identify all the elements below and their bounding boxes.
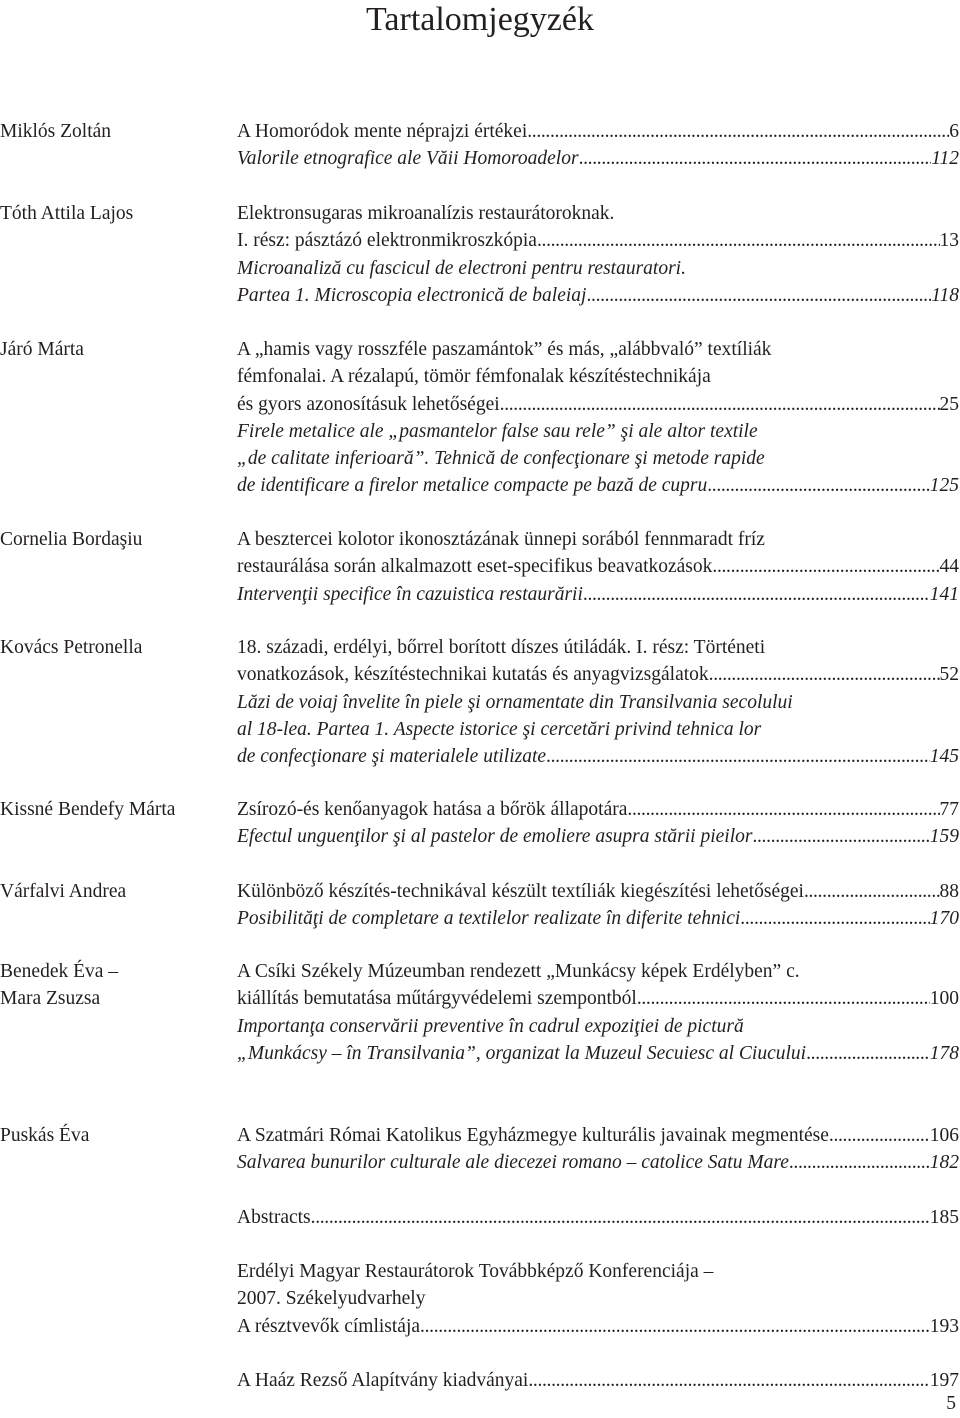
title-text: A Homoródok mente néprajzi értékei	[237, 121, 528, 142]
title-line	[237, 391, 959, 418]
toc-article-title	[237, 1204, 959, 1231]
author-name-line: Járó Márta	[0, 339, 84, 360]
page-reference: 178	[929, 1042, 959, 1064]
page-reference: 141	[929, 583, 959, 605]
toc-article-title	[237, 118, 959, 173]
toc-author	[0, 118, 230, 145]
title-text: al 18-lea. Partea 1. Aspecte istorice şi cercetări privind tehnica lor	[237, 718, 762, 740]
page-reference: 125	[929, 475, 959, 497]
title-text: Partea 1. Microscopia electronică de baleiaj	[237, 284, 587, 306]
author-name-line: Miklós Zoltán	[0, 121, 112, 142]
title-line	[237, 227, 959, 254]
page-reference: 6	[949, 121, 959, 142]
author-name-line: Benedek Éva –	[0, 961, 119, 982]
title-text: és gyors azonosításuk lehetőségei	[237, 393, 500, 415]
title-text: Különböző készítés-technikával készült textíliák kiegészítési lehetőségei	[237, 881, 804, 902]
page-reference: 185	[929, 1207, 959, 1228]
toc-author	[0, 958, 230, 1013]
title-line	[237, 1258, 959, 1285]
page-reference: 170	[929, 908, 959, 930]
toc-author	[0, 796, 230, 823]
toc-author	[0, 200, 230, 227]
dot-leader	[804, 878, 940, 905]
title-line-romanian	[237, 445, 959, 472]
toc-article-title	[237, 796, 959, 851]
page-reference: 182	[929, 1152, 959, 1174]
title-text: Importanţa conservării preventive în cadrul expoziţiei de pictură	[237, 1015, 744, 1037]
title-text: 2007. Székelyudvarhely	[237, 1288, 426, 1310]
title-text: Erdélyi Magyar Restaurátorok Továbbképző Konferenciája –	[237, 1261, 714, 1282]
author-name-line: Kissné Bendefy Márta	[0, 799, 176, 820]
page-reference: 106	[929, 1125, 959, 1146]
title-line	[237, 1122, 959, 1149]
title-line-romanian	[237, 581, 959, 608]
toc-article-title	[237, 958, 959, 1067]
dot-leader	[806, 1040, 930, 1067]
title-text: A Haáz Rezső Alapítvány kiadványai	[237, 1370, 529, 1391]
page-reference: 88	[939, 881, 959, 902]
title-line	[237, 1204, 959, 1231]
toc-article-title	[237, 336, 959, 500]
title-line-romanian	[237, 282, 959, 309]
page-reference: 13	[939, 230, 959, 252]
page-reference: 159	[929, 826, 959, 848]
title-text: vonatkozások, készítéstechnikai kutatás és anyagvizsgálatok	[237, 664, 709, 686]
page-number: 5	[946, 1393, 956, 1414]
dot-leader	[707, 472, 930, 499]
title-line	[237, 661, 959, 688]
toc-article-title	[237, 1367, 959, 1394]
author-name-line: Tóth Attila Lajos	[0, 203, 134, 224]
toc-article-title	[237, 526, 959, 608]
author-name-line: Kovács Petronella	[0, 637, 143, 658]
title-text: Lăzi de voiaj învelite în piele şi ornamentate din Transilvania secolului	[237, 691, 793, 713]
title-line	[237, 336, 959, 363]
title-text: „Munkácsy – în Transilvania”, organizat la Muzeul Secuiesc al Ciucului	[237, 1042, 807, 1064]
title-text: „de calitate inferioară”. Tehnică de confecţionare şi metode rapide	[237, 448, 765, 470]
author-name-line: Cornelia Bordaşiu	[0, 529, 143, 550]
page-reference: 100	[929, 988, 959, 1010]
title-text: kiállítás bemutatása műtárgyvédelemi szempontból	[237, 988, 637, 1010]
page-title: Tartalomjegyzék	[366, 1, 594, 38]
page-reference: 197	[929, 1370, 959, 1391]
page-reference: 52	[939, 664, 959, 686]
title-line-romanian	[237, 145, 959, 172]
title-line-romanian	[237, 1013, 959, 1040]
author-name-line: Várfalvi Andrea	[0, 881, 127, 902]
title-line	[237, 634, 959, 661]
dot-leader	[537, 227, 940, 254]
dot-leader	[528, 1367, 929, 1394]
title-text: Valorile etnografice ale Văii Homoroadelor	[237, 148, 579, 170]
title-line	[237, 1313, 959, 1340]
toc-author	[0, 878, 230, 905]
title-line	[237, 1285, 959, 1312]
page-reference: 112	[931, 148, 959, 170]
title-text: A résztvevők címlistája	[237, 1315, 421, 1337]
dot-leader	[500, 391, 940, 418]
page-reference: 44	[939, 556, 959, 578]
title-line-romanian	[237, 823, 959, 850]
toc-author	[0, 1122, 230, 1149]
title-line	[237, 363, 959, 390]
dot-leader	[311, 1204, 930, 1231]
dot-leader	[752, 823, 929, 850]
title-text: Elektronsugaras mikroanalízis restaurátoroknak.	[237, 203, 615, 224]
dot-leader	[789, 1149, 930, 1176]
title-text: A besztercei kolotor ikonosztázának ünnepi sorából fennmaradt fríz	[237, 529, 765, 550]
title-line	[237, 553, 959, 580]
title-text: Abstracts	[237, 1207, 311, 1228]
title-text: 18. századi, erdélyi, bőrrel borított díszes útiládák. I. rész: Történeti	[237, 637, 766, 658]
title-line	[237, 985, 959, 1012]
dot-leader	[637, 985, 930, 1012]
dot-leader	[583, 581, 930, 608]
toc-author	[0, 634, 230, 661]
toc-article-title	[237, 634, 959, 770]
dot-leader	[829, 1122, 930, 1149]
title-text: A Szatmári Római Katolikus Egyházmegye kulturális javainak megmentése	[237, 1125, 829, 1146]
title-line-romanian	[237, 743, 959, 770]
page-reference: 77	[939, 799, 959, 820]
dot-leader	[546, 743, 930, 770]
title-text: A Csíki Székely Múzeumban rendezett „Munkácsy képek Erdélyben” c.	[237, 961, 800, 982]
title-text: Intervenţii specifice în cazuistica restaurării	[237, 583, 583, 605]
title-text: fémfonalai. A rézalapú, tömör fémfonalak készítéstechnikája	[237, 366, 711, 388]
title-line	[237, 118, 959, 145]
page-reference: 145	[929, 746, 959, 768]
dot-leader	[740, 905, 929, 932]
toc-article-title	[237, 200, 959, 309]
toc-article-title	[237, 878, 959, 933]
toc-article-title	[237, 1258, 959, 1340]
page-reference: 193	[929, 1315, 959, 1337]
author-name-line: Mara Zsuzsa	[0, 988, 101, 1010]
dot-leader	[627, 796, 939, 823]
title-text: I. rész: pásztázó elektronmikroszkópia	[237, 230, 537, 252]
title-line	[237, 1367, 959, 1394]
title-text: Salvarea bunurilor culturale ale diecezei romano – catolice Satu Mare	[237, 1152, 789, 1174]
title-line	[237, 796, 959, 823]
page-reference: 118	[931, 284, 959, 306]
title-text: de confecţionare şi materialele utilizate	[237, 746, 547, 768]
title-line-romanian	[237, 255, 959, 282]
title-text: restaurálása során alkalmazott eset-specifikus beavatkozások	[237, 556, 713, 578]
title-line	[237, 878, 959, 905]
toc-article-title	[237, 1122, 959, 1177]
dot-leader	[579, 145, 932, 172]
title-line	[237, 958, 959, 985]
title-text: Microanaliză cu fascicul de electroni pentru restauratori.	[237, 257, 686, 279]
title-text: Efectul unguenţilor şi al pastelor de emoliere asupra stării pieilor	[237, 826, 753, 848]
title-text: Posibilităţi de completare a textilelor realizate în diferite tehnici	[237, 908, 741, 930]
dot-leader	[420, 1313, 930, 1340]
title-line-romanian	[237, 716, 959, 743]
dot-leader	[527, 118, 949, 145]
title-text: Zsírozó-és kenőanyagok hatása a bőrök állapotára	[237, 799, 628, 820]
title-line-romanian	[237, 472, 959, 499]
title-line	[237, 200, 959, 227]
title-text: de identificare a firelor metalice compacte pe bază de cupru	[237, 475, 708, 497]
title-line-romanian	[237, 689, 959, 716]
title-text: A „hamis vagy rosszféle paszamántok” és más, „alábbvaló” textíliák	[237, 339, 772, 360]
toc-author	[0, 336, 230, 363]
title-line	[237, 526, 959, 553]
toc-author	[0, 526, 230, 553]
dot-leader	[712, 553, 939, 580]
page-reference: 25	[939, 393, 959, 415]
title-text: Firele metalice ale „pasmantelor false sau rele” şi ale altor textile	[237, 420, 758, 442]
author-name-line: Puskás Éva	[0, 1125, 90, 1146]
dot-leader	[709, 661, 940, 688]
title-line-romanian	[237, 1040, 959, 1067]
title-line-romanian	[237, 1149, 959, 1176]
dot-leader	[586, 282, 931, 309]
title-line-romanian	[237, 905, 959, 932]
title-line-romanian	[237, 418, 959, 445]
